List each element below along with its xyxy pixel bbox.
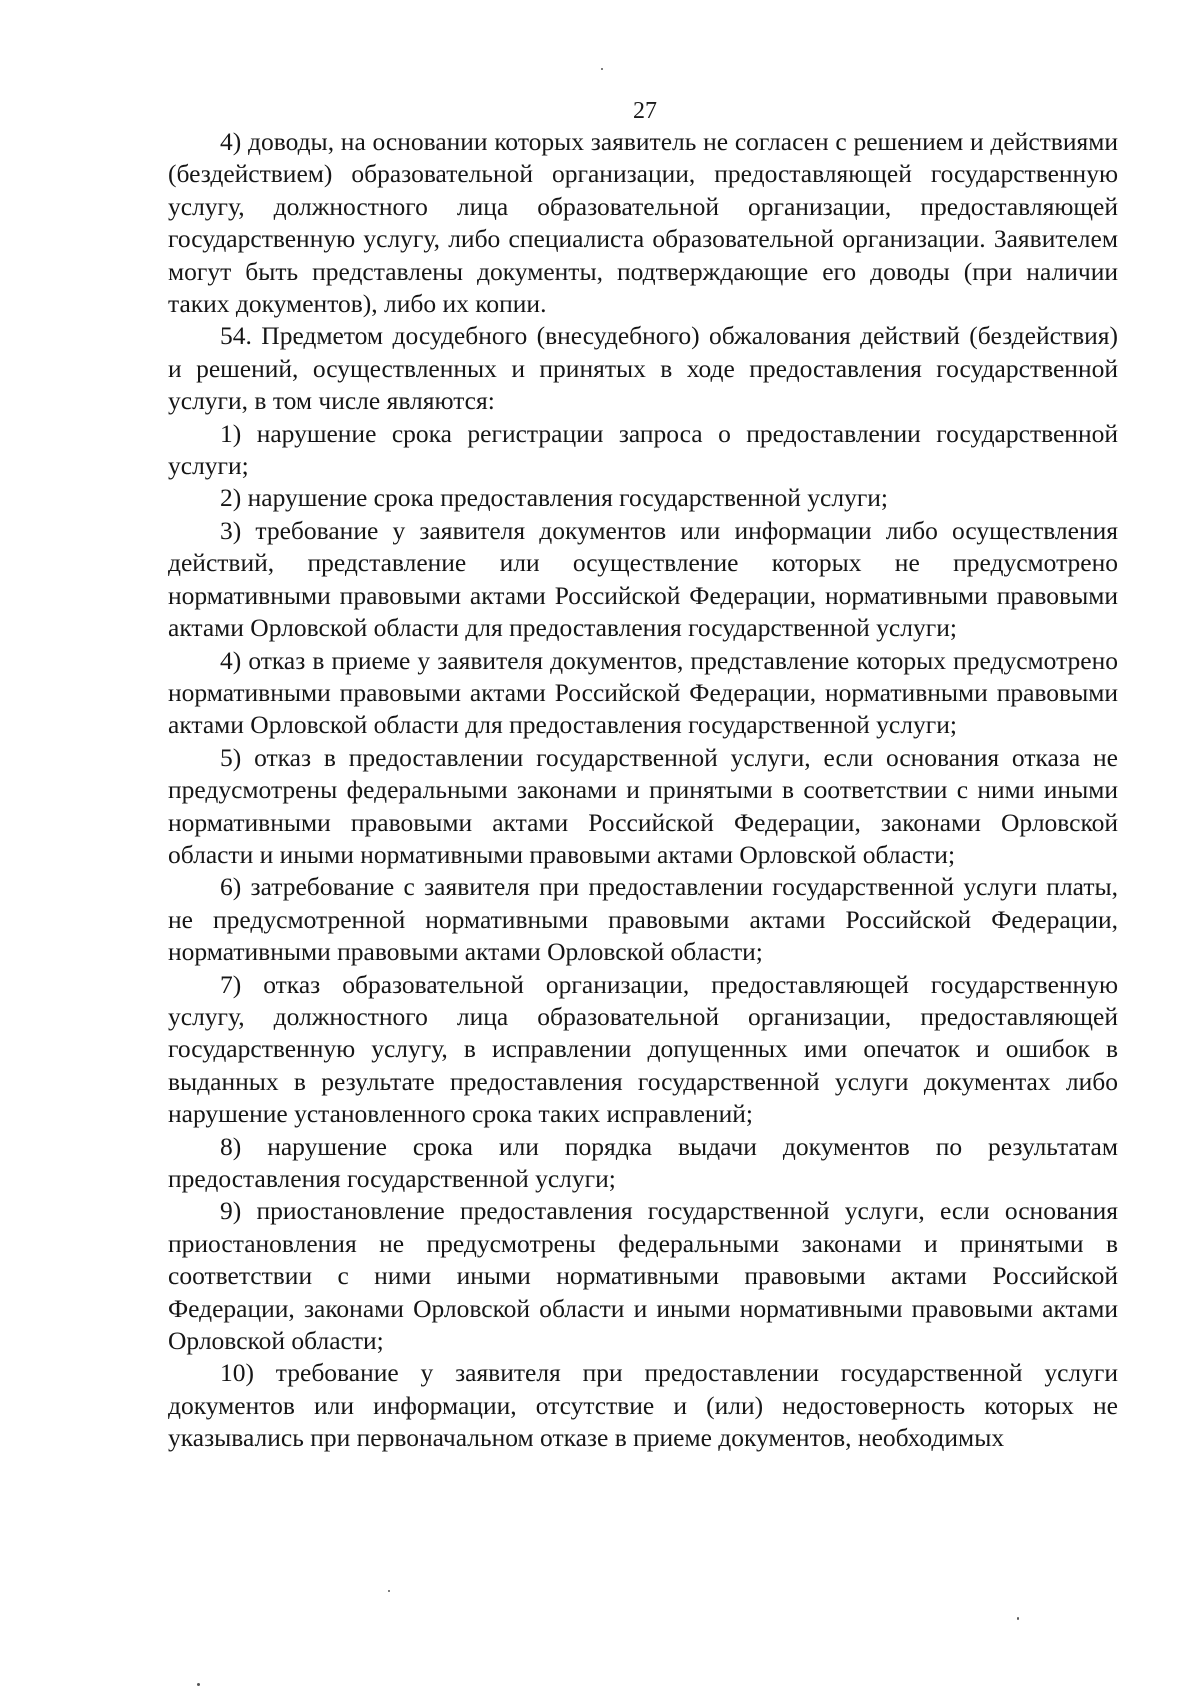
scan-speck [1017,1617,1019,1620]
list-item-6: 6) затребование с заявителя при предоставлении государственной услуги платы, не предусмотренной нормативными правовыми актами Российской Федерации, нормативными правовыми актами Орловской области; [168,872,1118,967]
paragraph-item-4-arguments: 4) доводы, на основании которых заявитель не согласен с решением и действиями (бездействием) образовательной организации, предоставляющей государственную услугу, должностного лица образовательной организации, предоставляющей государственную услугу, либо специалиста образовательной организации. Заявителем могут быть представлены документы, подтверждающие его доводы (при наличии таких документов), либо их копии. [168,127,1118,319]
list-item-2: 2) нарушение срока предоставления государственной услуги; [220,483,889,513]
scan-speck [388,1590,390,1592]
page-number: 27 [633,98,657,124]
list-item-7: 7) отказ образовательной организации, предоставляющей государственную услугу, должностного лица образовательной организации, предоставляющей государственную услугу, в исправлении допущенных ими опечаток и ошибок в выданных в результате предоставления государственной услуги документах либо нарушение установленного срока таких исправлений; [168,969,1118,1129]
list-item-4: 4) отказ в приеме у заявителя документов, представление которых предусмотрено нормативными правовыми актами Российской Федерации, нормативными правовыми актами Орловской области для предоставления государственной услуги; [168,645,1118,740]
list-item-9: 9) приостановление предоставления государственной услуги, если основания приостановления не предусмотрены федеральными законами и принятыми в соответствии с ними иными нормативными правовыми актами Российской Федерации, законами Орловской области и иными нормативными правовыми актами Орловской области; [168,1196,1118,1356]
list-item-10: 10) требование у заявителя при предоставлении государственной услуги документов или информации, отсутствие и (или) недостоверность которых не указывались при первоначальном отказе в приеме документов, необходимых [168,1358,1118,1453]
scan-speck [601,68,603,70]
list-item-3: 3) требование у заявителя документов или информации либо осуществления действий, представление или осуществление которых не предусмотрено нормативными правовыми актами Российской Федерации, нормативными правовыми актами Орловской области для предоставления государственной услуги; [168,515,1118,643]
scan-speck [197,1683,200,1686]
document-body [168,126,1118,1455]
list-item-1: 1) нарушение срока регистрации запроса о предоставлении государственной услуги; [168,418,1118,481]
paragraph-54-subject-of-appeal: 54. Предметом досудебного (внесудебного) обжалования действий (бездействия) и решений, осуществленных и принятых в ходе предоставления государственной услуги, в том числе являются: [168,321,1118,416]
list-item-5: 5) отказ в предоставлении государственной услуги, если основания отказа не предусмотрены федеральными законами и принятыми в соответствии с ними иными нормативными правовыми актами Российской Федерации, законами Орловской области и иными нормативными правовыми актами Орловской области; [168,742,1118,869]
list-item-8: 8) нарушение срока или порядка выдачи документов по результатам предоставления государственной услуги; [168,1131,1118,1193]
